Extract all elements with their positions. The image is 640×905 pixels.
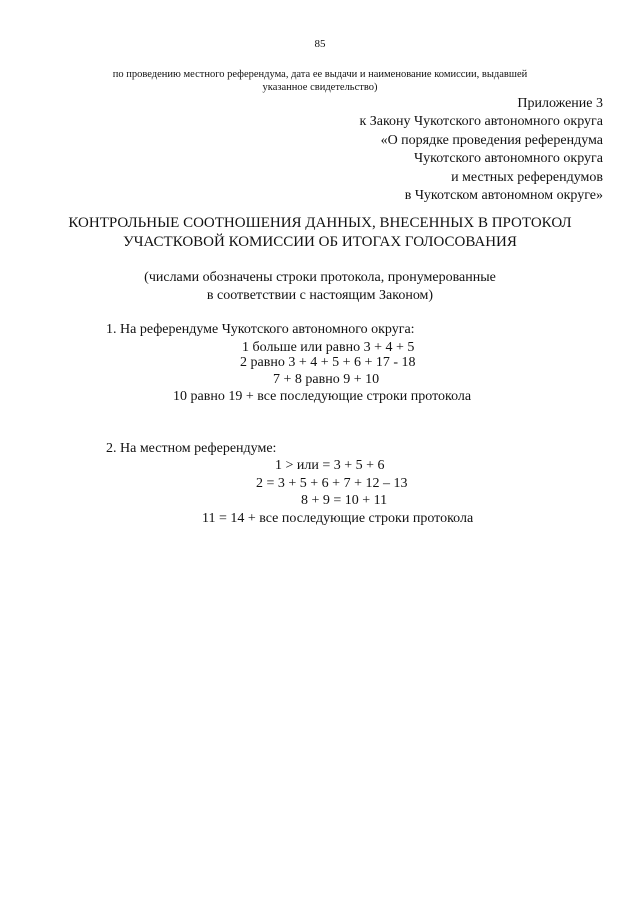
appendix-line: «О порядке проведения референдума (380, 132, 603, 148)
subtitle-line-1: (числами обозначены строки протокола, пронумерованные (144, 270, 496, 285)
footnote-line-2: указанное свидетельство) (262, 82, 378, 93)
appendix-line: в Чукотском автономном округе» (404, 188, 603, 204)
appendix-line: к Закону Чукотского автономного округа (359, 114, 603, 130)
formula-line: 2 = 3 + 5 + 6 + 7 + 12 – 13 (256, 476, 408, 491)
footnote-line-1: по проведению местного референдума, дата ее выдачи и наименование комиссии, выдавшей (112, 69, 528, 80)
formula-line: 2 равно 3 + 4 + 5 + 6 + 17 - 18 (240, 355, 416, 370)
formula-line: 1 > или = 3 + 5 + 6 (275, 458, 385, 473)
subtitle-line-2: в соответствии с настоящим Законом) (206, 288, 434, 303)
appendix-line: Приложение 3 (517, 96, 603, 111)
formula-line: 1 больше или равно 3 + 4 + 5 (242, 340, 415, 355)
formula-line: 11 = 14 + все последующие строки протокола (202, 511, 474, 526)
title-line-2: УЧАСТКОВОЙ КОМИССИИ ОБ ИТОГАХ ГОЛОСОВАНИЯ (123, 234, 517, 250)
page-number: 85 (314, 38, 326, 50)
document-title (0, 214, 640, 252)
section-2-heading: 2. На местном референдуме: (106, 441, 277, 456)
formula-line: 8 + 9 = 10 + 11 (301, 493, 388, 508)
footnote (0, 68, 640, 94)
document-subtitle (0, 269, 640, 305)
appendix-line: Чукотского автономного округа (414, 151, 603, 167)
appendix-header (359, 95, 603, 205)
formula-line: 10 равно 19 + все последующие строки протокола (173, 389, 472, 404)
section-1-heading: 1. На референдуме Чукотского автономного округа: (106, 322, 415, 337)
appendix-line: и местных референдумов (451, 169, 603, 185)
title-line-1: КОНТРОЛЬНЫЕ СООТНОШЕНИЯ ДАННЫХ, ВНЕСЕННЫХ В ПРОТОКОЛ (68, 215, 572, 231)
formula-line: 7 + 8 равно 9 + 10 (273, 372, 380, 387)
